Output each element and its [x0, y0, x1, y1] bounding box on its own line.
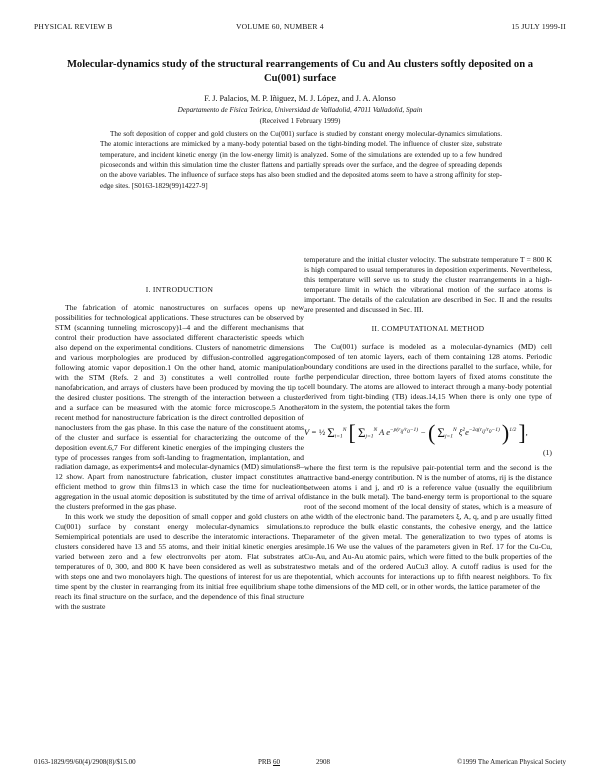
page-number: 2908 — [316, 758, 330, 766]
footer-journal-abbrev: PRB — [258, 758, 272, 766]
abstract: The soft deposition of copper and gold clusters on the Cu(001) surface is studied by constant energy molecular-dynamics simulations. The atomic interactions are mimicked by a many-body potential based on the tight-binding model. The influence of cluster size, substrate temperature, and incident kinetic energy (in the low-energy limit) is analyzed. Some of the simulations are extended up to a few hundred picoseconds and within this simulation time the cluster flattens and partially spreads over the surface, and the degree of spreading depends on the above variables. The influence of surface steps has also been studied and the deposited atoms seem to have a strong affinity for step-edge sites. [S0163-1829(99)14227-9] — [100, 130, 502, 190]
right-column — [304, 255, 552, 592]
author-list: F. J. Palacios, M. P. Iñiguez, M. J. López, and J. A. Alonso — [204, 94, 396, 103]
intro-paragraph-1: The fabrication of atomic nanostructures on surfaces opens up new possibilities for technological applications. These structures can be observed by STM (scanning tunneling microscopy)1–4 and the different mechanisms that control their production have associated different characteristic speeds which also depend on the experimental conditions. Clusters of nanometric dimensions and various morphologies are produced by diffusion-controlled aggregation following atomic vapor deposition.1 On the other hand, atomic manipulation with the STM (Refs. 2 and 3) constitutes a well controlled route for nanofabrication, and arrays of clusters have been produced by moving the tip to the desired cluster positions. The strength of the interaction between a cluster and a surface can be measured with the atomic force microscope.5 Another recent method for nanostructure fabrication is the direct controlled deposition of nanoclusters from the gas phase. In this case the nature of the constituent atoms of the cluster and surface is essential for characterizing the outcome of the deposition event.6,7 For different kinetic energies of the impinging clusters the type of processes ranges from soft-landing to fragmentation, implantation, and radiation damage, as experiments4 and molecular-dynamics (MD) simulations8–12 show. Apart from nanostructure fabrication, cluster impact constitutes an efficient method to grow thin films13 in which case the time for nucleation aggregation in the usual atomic deposition is substituted by the time of arrival of the clusters preformed in the gas phase. — [55, 302, 304, 512]
article-code: 0163-1829/99/60(4)/2908(8)/$15.00 — [34, 758, 136, 766]
footer-journal — [258, 758, 280, 766]
received-date: (Received 1 February 1999) — [259, 117, 341, 125]
left-column — [55, 285, 304, 612]
equation-1-number: (1) — [543, 447, 552, 457]
equation-1-body: V = ½ $\Sigma_{i=1}^N$ [ $\Sigma_{j=1}^N$ A $e^{-p(r_{ij}/r_0-1)}$ − ( $\Sigma_{j=1}^N$ $\xi^2e^{-2q(r_{ij}/r_0-1)}$ )$^{1/2}$ ], — [304, 419, 528, 445]
method-paragraph-1: The Cu(001) surface is modeled as a molecular-dynamics (MD) cell composed of ten atomic layers, each of them containing 128 atoms. Periodic boundary conditions are used in the directions parallel to the surface, while, for the perpendicular direction, three bottom layers of fixed atoms constitute the cell boundary. The atoms are allowed to interact through a many-body potential derived from tight-binding (TB) ideas.14,15 When there is only one type of atom in the system, the potential takes the form — [304, 341, 552, 411]
journal-name: PHYSICAL REVIEW B — [34, 22, 113, 31]
footer-journal-volume: 60 — [272, 758, 280, 766]
affiliation: Departamento de Física Teórica, Universidad de Valladolid, 47011 Valladolid, Spain — [177, 106, 423, 114]
copyright: ©1999 The American Physical Society — [456, 758, 566, 766]
section-heading-computational-method: II. COMPUTATIONAL METHOD — [371, 323, 485, 333]
equation-1 — [304, 416, 552, 458]
intro-paragraph-2: In this work we study the deposition of small copper and gold clusters on a Cu(001) surface by constant energy molecular-dynamics simulations. Semiempirical potentials are used to describe the interatomic interactions. The clusters considered have 13 and 55 atoms, and their initial kinetic energies are varied between zero and a few electronvolts per atom. Flat substrates at temperatures of 0, 300, and 800 K have been considered as well as substrates with steps one and two monolayers high. The questions of interest for us are the time spent by the cluster in rearranging from its initial free equilibrium shape to reach its final structure on the surface, and the dependence of this final structure with the sustrate — [55, 512, 304, 612]
intro-paragraph-continued: temperature and the initial cluster velocity. The substrate temperature T = 800 K is high compared to usual temperatures in deposition experiments. Nevertheless, this temperature will serve us to study the cluster rearrangements in a high-temperature limit in which the vibrational motion of the surface atoms is important. The details of the calculation are described in Sec. II and the results are presented and discussed in Sec. III. — [304, 255, 552, 314]
method-paragraph-2: where the first term is the repulsive pair-potential term and the second is the attractive band-energy contribution. N is the number of atoms, rij is the distance between atoms i and j, and r0 is a reference value (usually the equilibrium distance in the bulk metal). The band-energy term is proportional to the square root of the second moment of the local density of states, which is a measure of the width of the electronic band. The parameters ξ, A, q, and p are usually fitted to reproduce the bulk elastic constants, the cohesive energy, and the lattice parameter of the given metal. The generalization to two types of atoms is simple.16 We use the values of the parameters given in Ref. 17 for the Cu-Cu, Cu-Au, and Au-Au atomic pairs, which were fitted to the bulk properties of the two metals and of the ordered AuCu3 alloy. A cutoff radius is used for the potential, which accounts for interactions up to fifth nearest neighbors. To fix the dimensions of the MD cell, or in other words, the lattice parameter of the — [304, 462, 552, 592]
section-heading-introduction: I. INTRODUCTION — [145, 285, 214, 294]
issue-date: 15 JULY 1999-II — [511, 22, 566, 31]
volume-number: VOLUME 60, NUMBER 4 — [236, 22, 324, 31]
article-title: Molecular-dynamics study of the structural rearrangements of Cu and Au clusters softly deposited on a Cu(001) surface — [66, 59, 534, 84]
